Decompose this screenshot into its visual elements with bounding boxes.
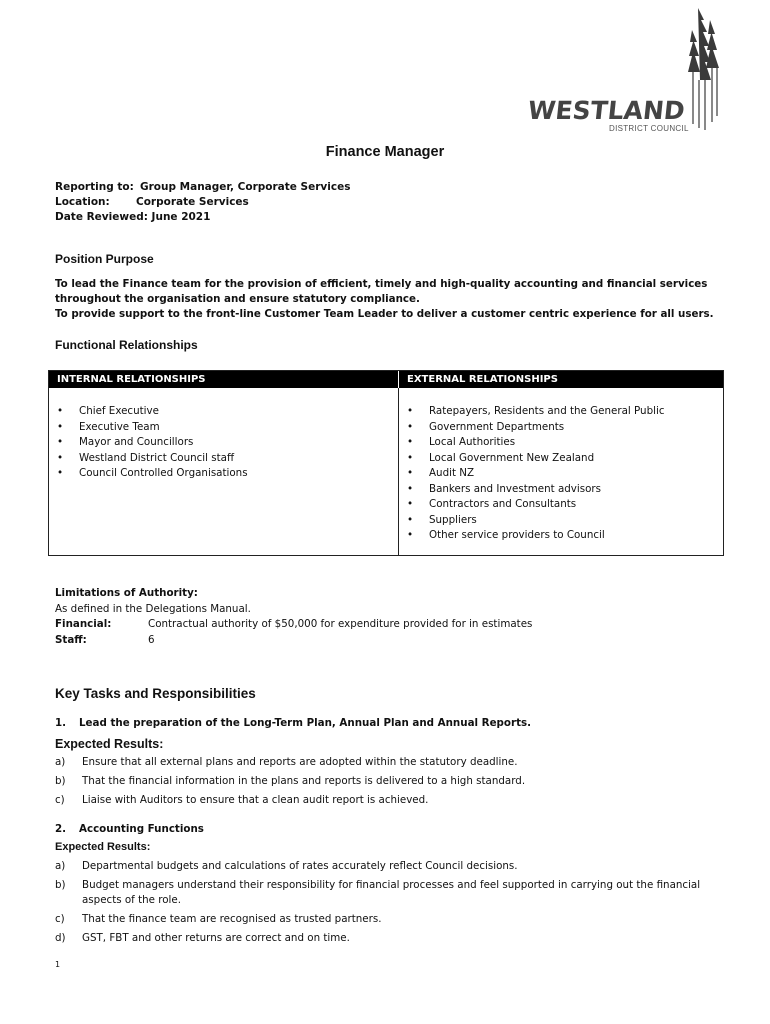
task-1-title xyxy=(55,717,531,729)
list-item: b) That the financial information in the plans and reports is delivered to a high standard. xyxy=(55,775,526,787)
purpose-line: To lead the Finance team for the provision of efficient, timely and high-quality accounting and financial services xyxy=(55,278,708,290)
list-item: • Local Government New Zealand xyxy=(407,451,665,467)
expected-results-label: Expected Results: xyxy=(55,737,164,751)
page-number: 1 xyxy=(55,960,61,969)
page-title: Finance Manager xyxy=(325,144,445,160)
limitations-heading: Limitations of Authority: xyxy=(55,587,198,599)
financial-value: Contractual authority of $50,000 for expenditure provided for in estimates xyxy=(148,618,533,630)
list-item: • Government Departments xyxy=(407,420,665,436)
functional-relationships-heading: Functional Relationships xyxy=(55,338,198,352)
trees-icon xyxy=(682,6,722,132)
list-item: • Council Controlled Organisations xyxy=(57,466,248,482)
expected-results-label: Expected Results: xyxy=(55,841,151,853)
position-purpose-heading: Position Purpose xyxy=(55,252,154,266)
list-item: a) Ensure that all external plans and reports are adopted within the statutory deadline. xyxy=(55,756,518,768)
task-2-results xyxy=(55,859,725,950)
westland-logo xyxy=(528,6,728,134)
limitations-section xyxy=(55,586,532,648)
financial-label: Financial: xyxy=(55,618,112,630)
list-item: • Other service providers to Council xyxy=(407,528,665,544)
internal-header: INTERNAL RELATIONSHIPS xyxy=(49,371,399,388)
position-purpose-text xyxy=(55,277,735,322)
logo-wordmark: WESTLAND xyxy=(526,96,687,125)
list-item: • Local Authorities xyxy=(407,435,665,451)
external-column xyxy=(399,388,723,555)
list-item: • Bankers and Investment advisors xyxy=(407,482,665,498)
list-item: c) Liaise with Auditors to ensure that a clean audit report is achieved. xyxy=(55,794,429,806)
task-number: 1. xyxy=(55,717,67,729)
key-tasks-heading: Key Tasks and Responsibilities xyxy=(55,686,256,701)
table-header xyxy=(49,371,723,388)
relationships-table xyxy=(48,370,724,556)
location-label: Location: xyxy=(55,196,110,208)
location-value: Corporate Services xyxy=(136,196,249,208)
list-item: • Executive Team xyxy=(57,420,248,436)
external-header: EXTERNAL RELATIONSHIPS xyxy=(407,374,558,385)
limitations-line: As defined in the Delegations Manual. xyxy=(55,602,251,615)
task-title: Lead the preparation of the Long-Term Plan, Annual Plan and Annual Reports. xyxy=(79,717,532,729)
staff-label: Staff: xyxy=(55,633,87,646)
list-item: b) Budget managers understand their responsibility for financial processes and feel supported in carrying out the financial aspects of the role. xyxy=(55,879,701,906)
task-title: Accounting Functions xyxy=(79,823,204,835)
purpose-line: To provide support to the front-line Customer Team Leader to deliver a customer centric experience for all users. xyxy=(55,308,714,320)
list-item: • Audit NZ xyxy=(407,466,665,482)
logo-subtitle: DISTRICT COUNCIL xyxy=(609,124,689,133)
internal-column xyxy=(49,388,399,555)
date-reviewed: Date Reviewed: June 2021 xyxy=(55,211,211,223)
staff-value: 6 xyxy=(148,633,155,646)
list-item: • Chief Executive xyxy=(57,404,248,420)
task-1-results xyxy=(55,755,725,812)
list-item: • Mayor and Councillors xyxy=(57,435,248,451)
list-item: a) Departmental budgets and calculations of rates accurately reflect Council decisions. xyxy=(55,860,518,872)
list-item: • Contractors and Consultants xyxy=(407,497,665,513)
reporting-label: Reporting to: xyxy=(55,181,134,193)
task-number: 2. xyxy=(55,823,67,835)
list-item: • Westland District Council staff xyxy=(57,451,248,467)
position-meta xyxy=(55,180,350,225)
list-item: • Ratepayers, Residents and the General Public xyxy=(407,404,665,420)
list-item: c) That the finance team are recognised as trusted partners. xyxy=(55,913,382,925)
list-item: d) GST, FBT and other returns are correct and on time. xyxy=(55,932,350,944)
reporting-value: Group Manager, Corporate Services xyxy=(140,181,351,193)
task-2-title xyxy=(55,823,204,835)
list-item: • Suppliers xyxy=(407,513,665,529)
purpose-line: throughout the organisation and ensure statutory compliance. xyxy=(55,293,420,305)
